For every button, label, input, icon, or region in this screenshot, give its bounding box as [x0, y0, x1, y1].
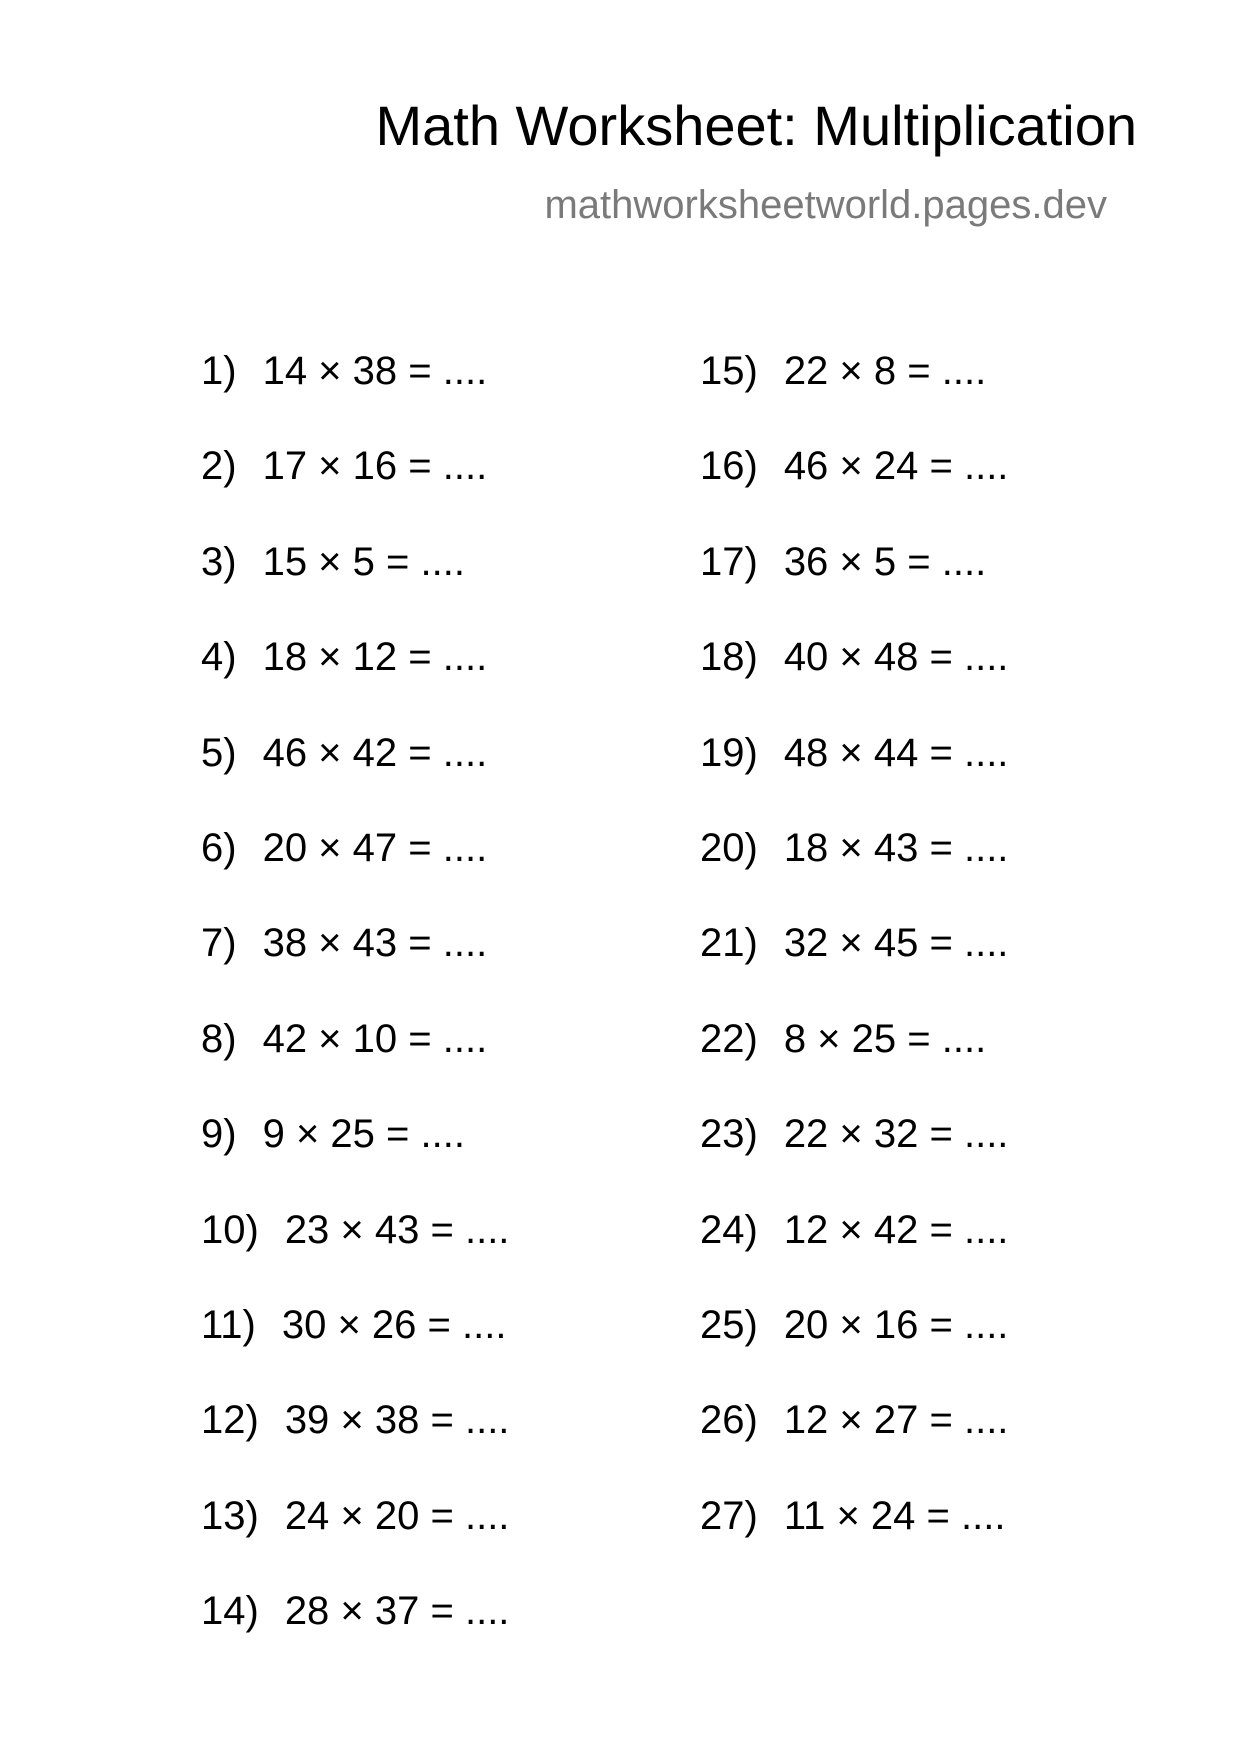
problem-expression: 24 × 20 = .... [284, 1493, 510, 1538]
problem-column-right [700, 351, 1008, 1591]
problem-expression: 30 × 26 = .... [281, 1302, 507, 1347]
problem-number: 18) [700, 635, 758, 680]
problem-number: 13) [201, 1493, 259, 1538]
problem-item [700, 1114, 1008, 1209]
problem-item [201, 446, 509, 541]
problem-expression: 22 × 32 = .... [783, 1112, 1009, 1157]
problem-item [700, 1207, 1009, 1305]
problem-expression: 48 × 44 = .... [783, 730, 1009, 775]
problem-number: 14) [201, 1589, 259, 1634]
problem-expression: 18 × 12 = .... [262, 635, 488, 680]
problem-item [201, 1591, 509, 1686]
problem-item [700, 923, 1008, 1018]
problem-item [700, 446, 1008, 541]
problem-item [201, 1114, 509, 1209]
problem-expression: 20 × 16 = .... [783, 1302, 1009, 1347]
problem-number: 11) [201, 1302, 256, 1347]
problem-number: 2) [201, 444, 237, 489]
problem-item [700, 637, 1008, 732]
problem-number: 19) [700, 730, 758, 775]
problem-item [700, 1302, 1009, 1400]
problem-expression: 32 × 45 = .... [783, 921, 1009, 966]
problem-item [700, 730, 1009, 828]
problem-number: 17) [700, 539, 758, 584]
problem-item [700, 825, 1009, 923]
problem-number: 7) [201, 921, 237, 966]
problem-expression: 39 × 38 = .... [284, 1398, 510, 1443]
problem-expression: 9 × 25 = .... [262, 1112, 465, 1157]
problem-number: 3) [201, 539, 237, 584]
problem-expression: 20 × 47 = .... [262, 825, 488, 870]
problem-number: 4) [201, 635, 237, 680]
problem-expression: 18 × 43 = .... [783, 825, 1009, 870]
problem-expression: 28 × 37 = .... [284, 1589, 510, 1634]
problem-number: 8) [201, 1016, 237, 1061]
problem-number: 22) [700, 1016, 758, 1061]
problem-expression: 17 × 16 = .... [262, 444, 488, 489]
problem-number: 6) [201, 825, 237, 870]
problem-expression: 14 × 38 = .... [262, 349, 488, 393]
problem-expression: 8 × 25 = .... [783, 1016, 987, 1061]
problem-expression: 15 × 5 = .... [262, 539, 465, 584]
problem-item [700, 1016, 1008, 1114]
problem-expression: 42 × 10 = .... [262, 1016, 488, 1061]
problem-number: 1) [201, 349, 237, 393]
problem-item [700, 1493, 1008, 1591]
website-url: mathworksheetworld.pages.dev [544, 183, 1107, 227]
problem-expression: 36 × 5 = .... [783, 539, 987, 584]
problem-number: 27) [700, 1493, 758, 1538]
problem-expression: 12 × 27 = .... [783, 1398, 1009, 1443]
problem-column-left [201, 351, 509, 1686]
problem-item [201, 1302, 509, 1400]
problem-item [201, 351, 509, 446]
problem-number: 9) [201, 1112, 237, 1157]
problem-item [201, 1016, 509, 1114]
problem-expression: 38 × 43 = .... [262, 921, 488, 966]
problem-item [700, 539, 1008, 637]
problem-expression: 23 × 43 = .... [284, 1207, 510, 1252]
page-title: Math Worksheet: Multiplication [375, 94, 1137, 157]
problem-item [201, 539, 509, 637]
problem-item [700, 351, 1008, 446]
problem-item [201, 825, 509, 923]
problem-number: 5) [201, 730, 237, 775]
problem-item [201, 923, 509, 1018]
problem-expression: 40 × 48 = .... [783, 635, 1009, 680]
problem-item [201, 1493, 510, 1591]
problem-expression: 22 × 8 = .... [783, 349, 987, 393]
problem-expression: 11 × 24 = .... [783, 1493, 1006, 1538]
problem-number: 12) [201, 1398, 259, 1443]
problem-expression: 46 × 42 = .... [262, 730, 488, 775]
problem-item [201, 1207, 510, 1305]
problem-number: 15) [700, 349, 758, 393]
problem-item [201, 637, 509, 732]
problem-number: 20) [700, 825, 758, 870]
problem-number: 16) [700, 444, 758, 489]
problem-number: 10) [201, 1207, 259, 1252]
problem-number: 26) [700, 1398, 758, 1443]
problem-expression: 12 × 42 = .... [783, 1207, 1009, 1252]
problem-item [700, 1400, 1008, 1495]
problem-number: 21) [700, 921, 758, 966]
problem-item [201, 730, 509, 828]
problem-list [0, 351, 1240, 1651]
problem-expression: 46 × 24 = .... [783, 444, 1009, 489]
problem-number: 23) [700, 1112, 758, 1157]
problem-number: 25) [700, 1302, 758, 1347]
problem-number: 24) [700, 1207, 758, 1252]
problem-item [201, 1400, 509, 1495]
